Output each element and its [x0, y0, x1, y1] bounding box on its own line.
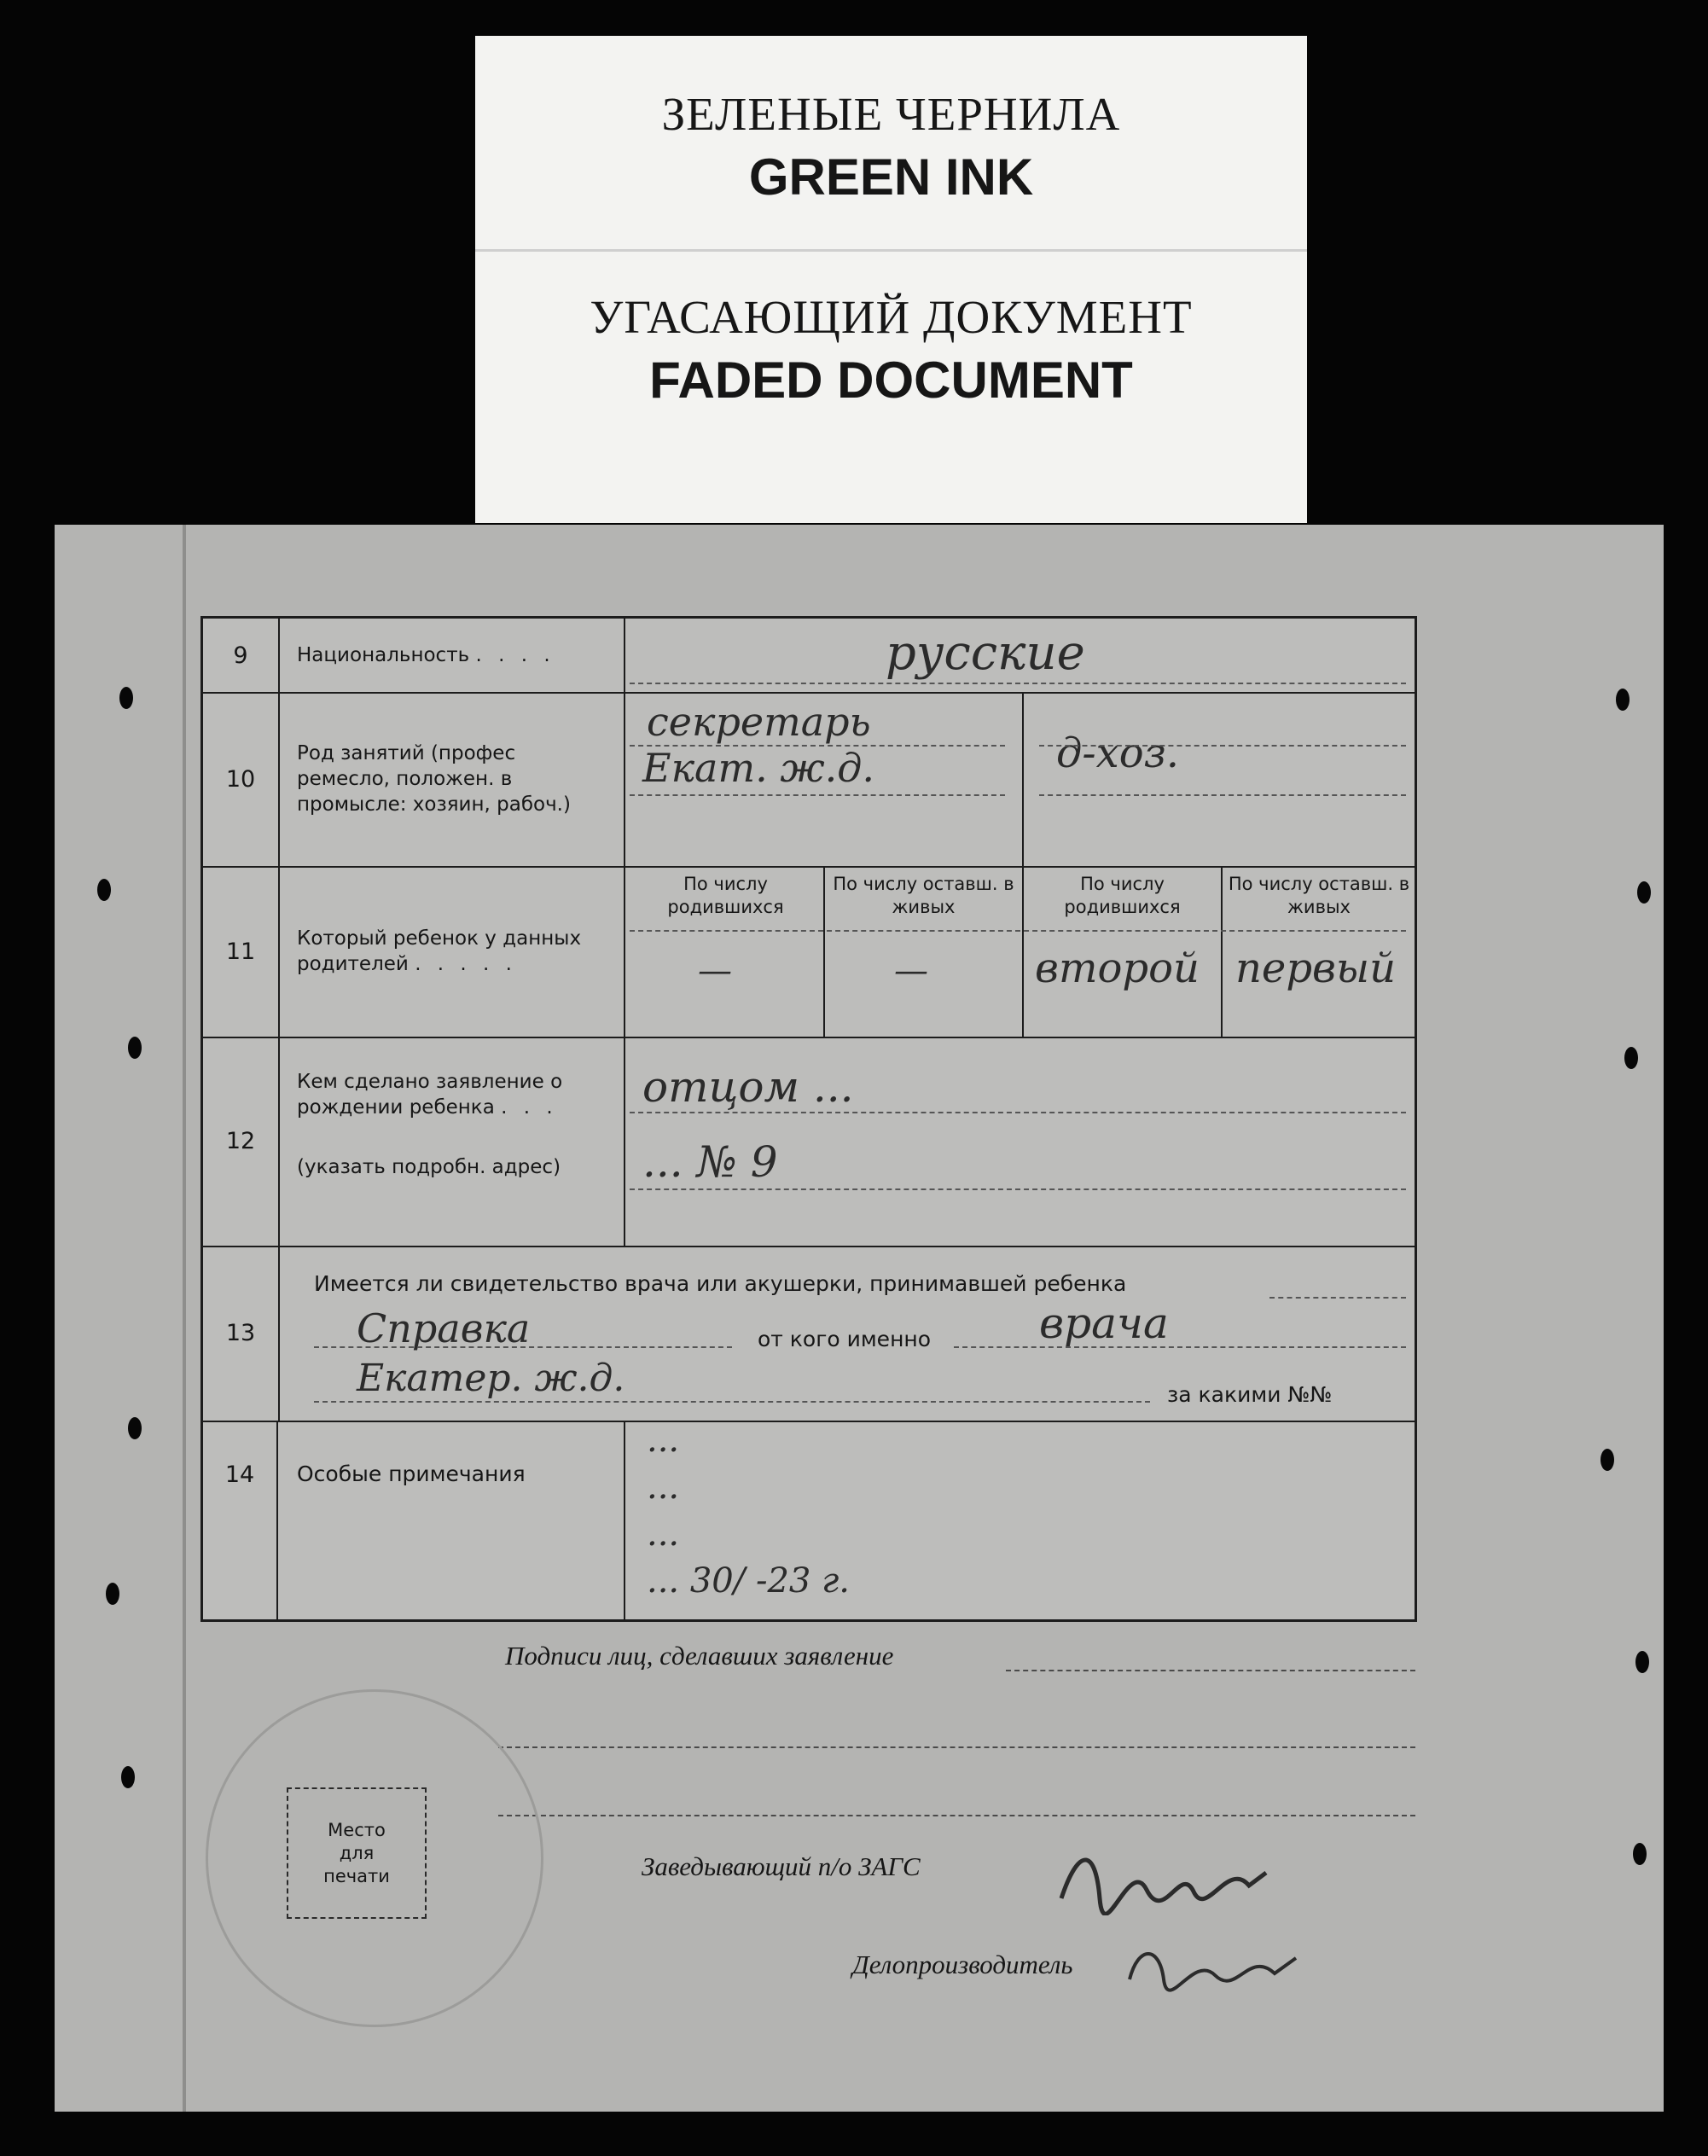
fill-line: [630, 745, 1005, 747]
col-father-born: По числу родившихся: [667, 874, 784, 917]
row-certificate: [203, 1246, 1415, 1422]
fill-line: [1039, 794, 1406, 796]
column-divider: [1022, 866, 1024, 1037]
declarant-value-line1: отцом ...: [642, 1062, 854, 1112]
notes-line-1: ...: [647, 1421, 680, 1460]
notes-line-3: ...: [647, 1514, 680, 1554]
child-order-value-4: первый: [1235, 944, 1396, 992]
occupation-mother: д-хоз.: [1056, 729, 1180, 777]
fill-line: [314, 1401, 1150, 1403]
row-label: [280, 866, 625, 1037]
address-note: (указать подробн. адрес): [297, 1156, 561, 1178]
binding-hole: [128, 1037, 142, 1059]
binding-hole: [1633, 1843, 1647, 1865]
col-mother-born: По числу родившихся: [1064, 874, 1181, 917]
which-numbers-value: Екатер. ж.д.: [357, 1357, 625, 1400]
row-number: 9: [203, 619, 280, 692]
row-child-order: [203, 866, 1415, 1038]
signature-line: [1006, 1670, 1415, 1671]
faded-document-ru: УГАСАЮЩИЙ ДОКУМЕНТ: [590, 291, 1193, 343]
binding-hole: [106, 1583, 119, 1605]
signature-line: [498, 1746, 1415, 1748]
which-numbers-label: за какими №№: [1167, 1382, 1333, 1407]
fill-line: [630, 930, 1406, 932]
applicants-signature-label: Подписи лиц, сделавших заявление: [505, 1641, 894, 1671]
faded-document-en: FADED DOCUMENT: [649, 352, 1133, 409]
row-nationality: [203, 619, 1415, 694]
row-label: [280, 692, 625, 866]
notes-label: Особые примечания: [297, 1462, 526, 1486]
label-dots: . . . . .: [415, 953, 517, 975]
from-whom-value: врача: [1039, 1299, 1169, 1348]
label-dots: . . .: [501, 1096, 558, 1119]
row-declarant: [203, 1037, 1415, 1247]
fill-line: [1269, 1297, 1406, 1299]
col-father-living: По числу оставш. в живых: [833, 874, 1014, 917]
child-order-label: Который ребенок у данных родителей: [297, 927, 582, 975]
notes-line-2: ...: [647, 1467, 680, 1507]
binding-hole: [1616, 689, 1630, 711]
fill-line: [954, 1346, 1406, 1348]
stamp-text-line: для: [339, 1842, 375, 1863]
child-order-value-2: —: [894, 951, 928, 991]
stamp-text-line: Место: [328, 1819, 386, 1840]
green-ink-label: [475, 36, 1307, 258]
nationality-label: Национальность: [297, 644, 470, 666]
binding-hole: [119, 687, 133, 709]
child-order-value-3: второй: [1035, 944, 1200, 992]
row-notes: [203, 1421, 1415, 1619]
certificate-question: Имеется ли свидетельство врача или акушерки, принимавшей ребенка: [314, 1271, 1127, 1296]
row-label: [280, 1037, 625, 1246]
binding-hole: [128, 1417, 142, 1439]
from-whom-label: от кого именно: [758, 1327, 932, 1351]
fill-line: [630, 683, 1406, 684]
row-label: [280, 1421, 625, 1619]
birth-record-form: [200, 616, 1417, 1622]
occupation-father-line2: Екат. ж.д.: [642, 745, 875, 791]
declarant-value-line2: ... № 9: [642, 1137, 778, 1187]
row-label: [280, 619, 625, 692]
column-divider: [1221, 866, 1223, 1037]
column-divider: [1022, 692, 1024, 866]
label-dots: . . . .: [475, 644, 555, 666]
col-mother-living: По числу оставш. в живых: [1228, 874, 1410, 917]
binding-hole: [1624, 1047, 1638, 1069]
occupation-label: Род занятий (профес ремесло, положен. в промысле: хозяин, рабоч.): [297, 742, 571, 816]
notes-line-4: ... 30/ -23 г.: [647, 1561, 851, 1601]
child-order-value-1: —: [698, 951, 732, 991]
green-ink-en: GREEN INK: [748, 148, 1034, 206]
certificate-value: Справка: [357, 1305, 531, 1351]
fill-line: [630, 1188, 1406, 1190]
page-fold: [183, 525, 186, 2112]
fill-line: [630, 1112, 1406, 1113]
head-signature: [1053, 1839, 1275, 1915]
row-number: 11: [203, 866, 280, 1037]
fill-line: [314, 1346, 732, 1348]
declarant-label: Кем сделано заявление о рождении ребенка: [297, 1071, 563, 1119]
stamp-placeholder: [287, 1787, 427, 1919]
clerk-signature: [1121, 1932, 1309, 2001]
binding-hole: [1635, 1651, 1649, 1673]
faded-document-label: [475, 249, 1307, 523]
registry-head-label: Заведывающий п/о ЗАГС: [642, 1851, 921, 1881]
column-divider: [823, 866, 825, 1037]
binding-hole: [1601, 1449, 1614, 1471]
clerk-label: Делопроизводитель: [852, 1950, 1073, 1979]
green-ink-ru: ЗЕЛЕНЫЕ ЧЕРНИЛА: [661, 88, 1121, 140]
binding-hole: [97, 879, 111, 901]
occupation-father-line1: секретарь: [647, 699, 871, 745]
row-number: 13: [203, 1246, 280, 1421]
binding-hole: [121, 1766, 135, 1788]
row-number: 14: [203, 1421, 278, 1619]
stamp-text-line: печати: [323, 1865, 390, 1886]
binding-hole: [1637, 881, 1651, 904]
row-number: 12: [203, 1037, 280, 1246]
signature-line: [498, 1815, 1415, 1816]
nationality-value: русские: [886, 625, 1085, 681]
row-occupation: [203, 692, 1415, 868]
fill-line: [630, 794, 1005, 796]
fill-line: [1039, 745, 1406, 747]
row-number: 10: [203, 692, 280, 866]
